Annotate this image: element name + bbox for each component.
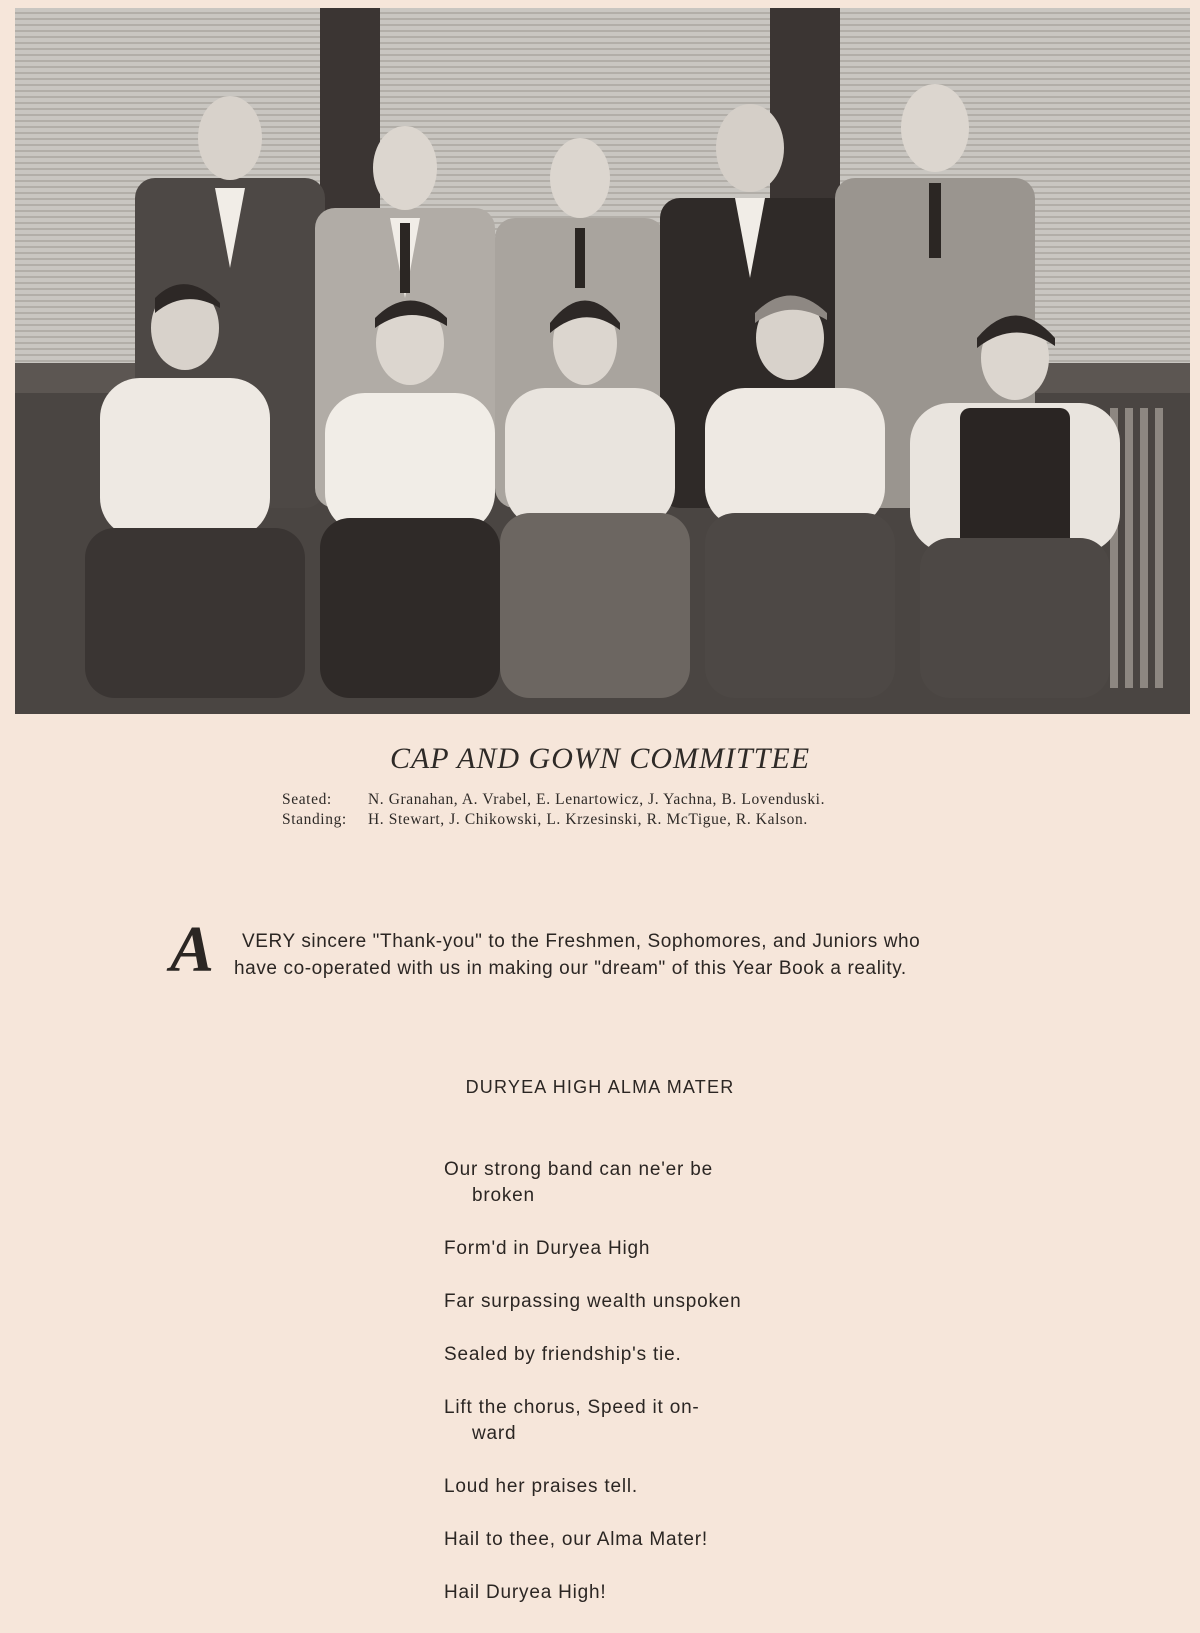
verse-line <box>444 1157 864 1209</box>
thanks-text <box>234 928 1062 982</box>
seated-names: N. Granahan, A. Vrabel, E. Lenartowicz, J. Yachna, B. Lovenduski. <box>368 791 826 808</box>
verse-line <box>444 1236 864 1262</box>
verse-line-continuation: broken <box>472 1185 535 1206</box>
verse-line <box>444 1342 864 1368</box>
seated-label: Seated: <box>282 791 332 808</box>
verse-line-text: Hail Duryea High! <box>444 1582 607 1603</box>
standing-names: H. Stewart, J. Chikowski, L. Krzesinski, R. McTigue, R. Kalson. <box>368 811 808 828</box>
standing-row <box>282 810 825 830</box>
verse-line-text: Hail to thee, our Alma Mater! <box>444 1529 708 1550</box>
drop-cap: A <box>170 913 215 986</box>
group-photo-illustration <box>15 8 1190 714</box>
seated-row <box>282 790 825 810</box>
verse-line-text: Far surpassing wealth unspoken <box>444 1291 742 1312</box>
thanks-line-2: have co-operated with us in making our "dream" of this Year Book a reality. <box>234 958 907 979</box>
verse-line-text: Form'd in Duryea High <box>444 1238 651 1259</box>
alma-mater-verse <box>444 1157 864 1633</box>
verse-line <box>444 1580 864 1606</box>
verse-line-text: Our strong band can ne'er be <box>444 1159 713 1180</box>
verse-line <box>444 1289 864 1315</box>
verse-line <box>444 1395 864 1447</box>
verse-line <box>444 1527 864 1553</box>
photo-names-list <box>282 790 825 830</box>
verse-line-text: Loud her praises tell. <box>444 1476 638 1497</box>
standing-label: Standing: <box>282 811 347 828</box>
verse-line-text: Sealed by friendship's tie. <box>444 1344 682 1365</box>
thanks-line-1: VERY sincere "Thank-you" to the Freshmen, Sophomores, and Juniors who <box>242 931 921 952</box>
photo-caption-title: CAP AND GOWN COMMITTEE <box>389 742 811 775</box>
verse-line-text: Lift the chorus, Speed it on- <box>444 1397 700 1418</box>
group-photo <box>15 8 1190 714</box>
alma-mater-title: DURYEA HIGH ALMA MATER <box>465 1077 735 1097</box>
verse-line-continuation: ward <box>472 1423 517 1444</box>
verse-line <box>444 1474 864 1500</box>
